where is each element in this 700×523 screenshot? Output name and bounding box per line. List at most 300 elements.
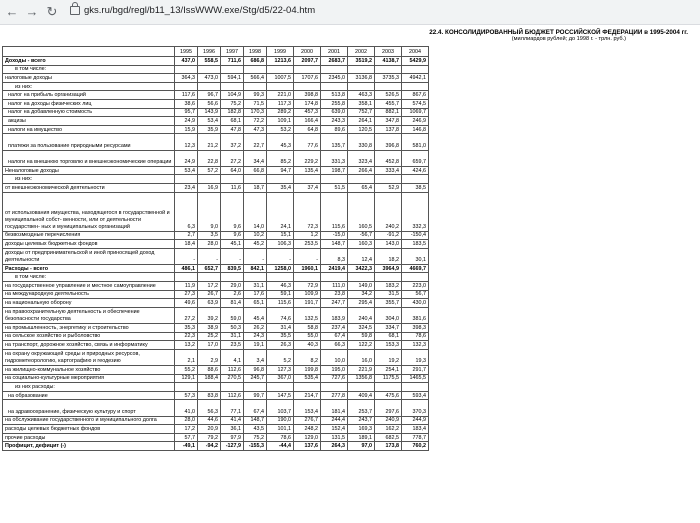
address-bar[interactable]: gks.ru/bgd/regl/b11_13/IssWWW.exe/Stg/d5/22-04.htm: [84, 5, 316, 16]
table-row: [3, 108, 429, 117]
value-cell: 12,3: [175, 134, 198, 150]
row-label-cell: [3, 383, 175, 392]
value-cell: 2419,4: [321, 264, 348, 273]
table-row: [3, 166, 429, 175]
value-cell: 11,6: [221, 183, 244, 192]
value-cell: 109,1: [267, 117, 294, 126]
value-cell: 330,8: [348, 134, 375, 150]
value-cell: 18,2: [375, 248, 402, 264]
value-cell: 711,6: [221, 57, 244, 66]
value-cell: 195,0: [321, 366, 348, 375]
value-cell: 143,0: [375, 240, 402, 249]
value-cell: 16,0: [348, 349, 375, 365]
year-header-cell: 1995: [175, 47, 198, 57]
row-label: доходы от предпринимательской и иной приносящей доход деятельности: [5, 250, 155, 264]
value-cell: 4942,1: [402, 74, 429, 83]
value-cell: 358,1: [348, 99, 375, 108]
value-cell: 40,3: [294, 341, 321, 350]
row-label-cell: [3, 374, 175, 383]
value-cell: 182,8: [221, 108, 244, 117]
value-cell: [267, 82, 294, 91]
row-label: Расходы - всего: [5, 265, 48, 272]
value-cell: 430,0: [402, 299, 429, 308]
value-cell: 18,7: [244, 183, 267, 192]
value-cell: [321, 82, 348, 91]
row-label: на международную деятельность: [5, 291, 89, 298]
value-cell: [267, 65, 294, 74]
value-cell: 244,4: [321, 416, 348, 425]
value-cell: 146,8: [402, 125, 429, 134]
value-cell: 153,4: [294, 400, 321, 416]
value-cell: 2,9: [198, 349, 221, 365]
value-cell: 37,2: [221, 134, 244, 150]
value-cell: 304,0: [375, 307, 402, 323]
value-cell: 47,8: [221, 125, 244, 134]
value-cell: -94,2: [198, 442, 221, 451]
value-cell: 398,3: [402, 324, 429, 333]
value-cell: [294, 273, 321, 282]
value-cell: 41,4: [221, 416, 244, 425]
value-cell: 148,7: [244, 416, 267, 425]
value-cell: 28,0: [198, 240, 221, 249]
value-cell: [375, 82, 402, 91]
row-label-cell: [3, 264, 175, 273]
value-cell: 240,9: [375, 416, 402, 425]
value-cell: 254,1: [375, 366, 402, 375]
value-cell: 45,4: [244, 307, 267, 323]
value-cell: 57,3: [175, 391, 198, 400]
page-subtitle: (миллиардов рублей; до 1998 г. - трлн. руб.): [511, 36, 626, 42]
table-row: [3, 341, 429, 350]
table-row: [3, 425, 429, 434]
value-cell: 106,3: [267, 240, 294, 249]
value-cell: 29,0: [221, 282, 244, 291]
value-cell: 277,8: [321, 391, 348, 400]
value-cell: -155,3: [244, 442, 267, 451]
row-label-cell: [3, 134, 175, 150]
row-label: Неналоговые доходы: [5, 167, 59, 174]
value-cell: 455,7: [375, 99, 402, 108]
value-cell: 5429,9: [402, 57, 429, 66]
value-cell: 117,3: [267, 99, 294, 108]
table-row: [3, 374, 429, 383]
value-cell: 778,7: [402, 433, 429, 442]
row-label: на промышленность, энергетику и строительство: [5, 324, 129, 331]
value-cell: [221, 273, 244, 282]
value-cell: 132,5: [294, 307, 321, 323]
value-cell: 424,6: [402, 166, 429, 175]
value-cell: [402, 65, 429, 74]
value-cell: 109,9: [294, 290, 321, 299]
value-cell: 56,7: [402, 290, 429, 299]
row-label-cell: [3, 273, 175, 282]
value-cell: 574,5: [402, 99, 429, 108]
value-cell: 652,7: [198, 264, 221, 273]
value-cell: 240,2: [375, 192, 402, 231]
value-cell: 53,2: [267, 125, 294, 134]
value-cell: 289,2: [267, 108, 294, 117]
value-cell: [198, 65, 221, 74]
value-cell: 264,3: [321, 442, 348, 451]
value-cell: [294, 82, 321, 91]
value-cell: 20,9: [198, 425, 221, 434]
row-label: налоги на имущество: [8, 126, 62, 133]
value-cell: 115,6: [267, 299, 294, 308]
value-cell: 112,6: [221, 391, 244, 400]
value-cell: 183,4: [402, 425, 429, 434]
value-cell: 79,2: [198, 433, 221, 442]
row-label: из них:: [15, 83, 33, 90]
value-cell: 244,9: [402, 416, 429, 425]
value-cell: 135,4: [294, 166, 321, 175]
page-title: 22.4. КОНСОЛИДИРОВАННЫЙ БЮДЖЕТ РОССИЙСКОЙ ФЕДЕРАЦИИ в 1995-2004 гг.: [429, 29, 688, 36]
value-cell: 463,3: [348, 91, 375, 100]
table-row: [3, 117, 429, 126]
value-cell: 199,8: [294, 366, 321, 375]
value-cell: 71,5: [244, 99, 267, 108]
year-header-cell: 2001: [321, 47, 348, 57]
row-label-cell: [3, 433, 175, 442]
row-label: в том числе:: [15, 274, 47, 281]
value-cell: -44,4: [267, 442, 294, 451]
row-label: от использования имущества, находящегося в государственной и муниципальной собст- венности, или от деятельности государствен- ных и муниципальных организаций: [5, 210, 170, 230]
value-cell: 1707,6: [294, 74, 321, 83]
value-cell: 75,2: [244, 433, 267, 442]
lock-icon[interactable]: [70, 6, 80, 15]
value-cell: [348, 273, 375, 282]
value-cell: 1960,1: [294, 264, 321, 273]
value-cell: 35,5: [267, 332, 294, 341]
value-cell: 51,5: [321, 183, 348, 192]
value-cell: 2683,7: [321, 57, 348, 66]
value-cell: 72,2: [244, 117, 267, 126]
value-cell: 65,4: [348, 183, 375, 192]
value-cell: 67,4: [321, 332, 348, 341]
value-cell: 169,3: [348, 425, 375, 434]
row-label-cell: [3, 166, 175, 175]
row-label-cell: [3, 290, 175, 299]
value-cell: -: [198, 248, 221, 264]
value-cell: 752,7: [348, 108, 375, 117]
value-cell: 581,0: [402, 134, 429, 150]
value-cell: 189,1: [348, 433, 375, 442]
value-cell: 104,9: [221, 91, 244, 100]
value-cell: 1007,5: [267, 74, 294, 83]
value-cell: [348, 82, 375, 91]
value-cell: 14,0: [244, 192, 267, 231]
value-cell: 593,4: [402, 391, 429, 400]
value-cell: [244, 65, 267, 74]
year-header-cell: 2000: [294, 47, 321, 57]
value-cell: 9,6: [221, 192, 244, 231]
value-cell: 22,3: [175, 332, 198, 341]
value-cell: 221,9: [348, 366, 375, 375]
table-row: [3, 442, 429, 451]
value-cell: 67,4: [244, 400, 267, 416]
value-cell: [175, 65, 198, 74]
value-cell: [267, 273, 294, 282]
value-cell: 21,2: [198, 134, 221, 150]
value-cell: 188,4: [198, 374, 221, 383]
value-cell: 34,4: [244, 150, 267, 166]
value-cell: 9,6: [221, 231, 244, 240]
year-header-cell: 2003: [375, 47, 402, 57]
value-cell: 81,4: [221, 299, 244, 308]
value-cell: 77,1: [221, 400, 244, 416]
value-cell: 66,3: [321, 341, 348, 350]
value-cell: 240,4: [348, 307, 375, 323]
value-cell: 147,5: [267, 391, 294, 400]
table-row: [3, 264, 429, 273]
value-cell: [321, 383, 348, 392]
reload-icon[interactable]: ↻: [46, 4, 58, 19]
value-cell: [221, 175, 244, 184]
value-cell: 112,6: [221, 366, 244, 375]
value-cell: 162,2: [375, 425, 402, 434]
value-cell: 8,2: [294, 349, 321, 365]
value-cell: 566,4: [244, 74, 267, 83]
row-label-cell: [3, 416, 175, 425]
year-header-cell: 1996: [198, 47, 221, 57]
value-cell: [175, 273, 198, 282]
row-label: на государственное управление и местное самоуправление: [5, 282, 156, 289]
table-row: [3, 307, 429, 323]
value-cell: 323,4: [348, 150, 375, 166]
value-cell: 160,3: [348, 240, 375, 249]
value-cell: 103,7: [267, 400, 294, 416]
value-cell: 35,4: [267, 183, 294, 192]
row-label-cell: [3, 240, 175, 249]
row-label: в том числе:: [15, 66, 47, 73]
row-label: на здравоохранение, физическую культуру и спорт: [8, 408, 136, 415]
table-row: [3, 74, 429, 83]
value-cell: 111,0: [321, 282, 348, 291]
value-cell: 247,7: [321, 299, 348, 308]
value-cell: 11,9: [175, 282, 198, 291]
browser-toolbar: [0, 0, 700, 25]
value-cell: 19,2: [375, 349, 402, 365]
value-cell: 95,7: [175, 108, 198, 117]
value-cell: 115,6: [321, 192, 348, 231]
value-cell: [375, 383, 402, 392]
year-header-cell: 1998: [244, 47, 267, 57]
row-label-cell: [3, 282, 175, 291]
value-cell: 41,0: [175, 400, 198, 416]
value-cell: 56,3: [198, 400, 221, 416]
value-cell: 229,2: [294, 150, 321, 166]
value-cell: 334,7: [375, 324, 402, 333]
value-cell: 18,4: [175, 240, 198, 249]
value-cell: -91,2: [375, 231, 402, 240]
value-cell: 28,0: [175, 416, 198, 425]
row-label: платежи за пользование природными ресурсами: [8, 142, 131, 149]
value-cell: 1465,5: [402, 374, 429, 383]
value-cell: 10,2: [244, 231, 267, 240]
value-cell: 31,4: [267, 324, 294, 333]
table-row: [3, 400, 429, 416]
table-row: [3, 175, 429, 184]
value-cell: 659,7: [402, 150, 429, 166]
value-cell: 190,0: [267, 416, 294, 425]
value-cell: 55,2: [175, 366, 198, 375]
row-label: Доходы - всего: [5, 57, 46, 64]
value-cell: 34,2: [348, 290, 375, 299]
value-cell: 24,9: [175, 117, 198, 126]
row-label: на социально-культурные мероприятия: [5, 375, 105, 382]
value-cell: 85,2: [267, 150, 294, 166]
value-cell: [402, 273, 429, 282]
row-label-cell: [3, 299, 175, 308]
value-cell: 22,7: [244, 134, 267, 150]
value-cell: 35,3: [175, 324, 198, 333]
value-cell: [375, 65, 402, 74]
value-cell: 127,3: [267, 366, 294, 375]
row-label-cell: [3, 91, 175, 100]
value-cell: 88,6: [198, 366, 221, 375]
value-cell: 6,3: [175, 192, 198, 231]
year-header-cell: 1997: [221, 47, 244, 57]
table-row: [3, 273, 429, 282]
value-cell: 332,3: [402, 192, 429, 231]
row-label: налог на добавленную стоимость: [8, 109, 93, 116]
value-cell: 264,1: [348, 117, 375, 126]
value-cell: 331,3: [321, 150, 348, 166]
value-cell: [267, 383, 294, 392]
value-cell: [244, 82, 267, 91]
value-cell: 24,1: [267, 192, 294, 231]
value-cell: 594,1: [221, 74, 244, 83]
value-cell: [244, 273, 267, 282]
row-label: на сельское хозяйство и рыболовство: [5, 333, 101, 340]
row-label-cell: [3, 65, 175, 74]
value-cell: [221, 383, 244, 392]
value-cell: 3735,3: [375, 74, 402, 83]
row-label: из них:: [15, 176, 33, 183]
value-cell: 4138,7: [375, 57, 402, 66]
value-cell: 72,9: [294, 282, 321, 291]
value-cell: 56,6: [198, 99, 221, 108]
row-label: на жилищно-коммунальное хозяйство: [5, 366, 101, 373]
value-cell: 255,8: [321, 99, 348, 108]
value-cell: 214,7: [294, 391, 321, 400]
value-cell: 5,2: [267, 349, 294, 365]
value-cell: 270,5: [221, 374, 244, 383]
value-cell: 45,2: [244, 240, 267, 249]
row-label: из них расходы:: [15, 383, 55, 390]
value-cell: 38,5: [402, 183, 429, 192]
value-cell: 53,4: [175, 166, 198, 175]
value-cell: 49,6: [175, 299, 198, 308]
value-cell: 96,7: [198, 91, 221, 100]
table-row: [3, 383, 429, 392]
value-cell: [375, 175, 402, 184]
value-cell: [402, 175, 429, 184]
value-cell: 266,4: [348, 166, 375, 175]
table-row: [3, 192, 429, 231]
value-cell: 24,3: [244, 332, 267, 341]
value-cell: 3964,9: [375, 264, 402, 273]
back-arrow-icon[interactable]: ←: [5, 4, 19, 19]
row-label: налоговые доходы: [5, 74, 52, 81]
value-cell: [175, 82, 198, 91]
value-cell: -: [175, 248, 198, 264]
value-cell: 183,9: [321, 307, 348, 323]
table-row: [3, 282, 429, 291]
value-cell: 324,5: [348, 324, 375, 333]
row-label-cell: [3, 366, 175, 375]
value-cell: 19,1: [244, 341, 267, 350]
value-cell: 839,5: [221, 264, 244, 273]
value-cell: 75,2: [221, 99, 244, 108]
table-row: [3, 134, 429, 150]
forward-arrow-icon[interactable]: →: [25, 4, 39, 19]
value-cell: 59,1: [267, 290, 294, 299]
value-cell: [175, 175, 198, 184]
value-cell: 381,6: [402, 307, 429, 323]
value-cell: 17,2: [198, 282, 221, 291]
value-cell: 437,0: [175, 57, 198, 66]
row-label-cell: [3, 117, 175, 126]
value-cell: -: [244, 248, 267, 264]
value-cell: 2097,7: [294, 57, 321, 66]
value-cell: 94,7: [267, 166, 294, 175]
value-cell: -15,0: [321, 231, 348, 240]
value-cell: 66,8: [244, 166, 267, 175]
row-label: от внешнеэкономической деятельности: [5, 184, 105, 191]
value-cell: 2,7: [175, 231, 198, 240]
value-cell: -: [267, 248, 294, 264]
value-cell: [221, 82, 244, 91]
value-cell: 31,5: [375, 290, 402, 299]
row-label: на охрану окружающей среды и природных ресурсов, гидрометеорологию, картографию и геодезию: [5, 351, 140, 365]
value-cell: -: [221, 248, 244, 264]
value-cell: 25,2: [198, 332, 221, 341]
value-cell: 77,6: [294, 134, 321, 150]
value-cell: 1258,0: [267, 264, 294, 273]
value-cell: 396,8: [375, 134, 402, 150]
row-label-cell: [3, 175, 175, 184]
value-cell: 132,3: [402, 341, 429, 350]
value-cell: 15,1: [267, 231, 294, 240]
value-cell: 137,8: [375, 125, 402, 134]
value-cell: 122,2: [348, 341, 375, 350]
value-cell: 37,4: [294, 183, 321, 192]
value-cell: 526,5: [375, 91, 402, 100]
value-cell: 46,3: [267, 282, 294, 291]
row-label-cell: [3, 183, 175, 192]
value-cell: 686,8: [244, 57, 267, 66]
value-cell: 2,1: [175, 349, 198, 365]
value-cell: 59,0: [221, 307, 244, 323]
value-cell: [321, 273, 348, 282]
value-cell: 31,1: [221, 332, 244, 341]
value-cell: 36,1: [221, 425, 244, 434]
value-cell: -127,9: [221, 442, 244, 451]
table-row: [3, 433, 429, 442]
value-cell: [198, 273, 221, 282]
value-cell: 120,5: [348, 125, 375, 134]
value-cell: 253,7: [348, 400, 375, 416]
value-cell: [198, 383, 221, 392]
value-cell: 19,3: [402, 349, 429, 365]
value-cell: 57,2: [198, 166, 221, 175]
value-cell: 191,7: [294, 299, 321, 308]
value-cell: 682,5: [375, 433, 402, 442]
table-row: [3, 366, 429, 375]
value-cell: 867,6: [402, 91, 429, 100]
value-cell: 1356,8: [348, 374, 375, 383]
value-cell: 47,3: [244, 125, 267, 134]
